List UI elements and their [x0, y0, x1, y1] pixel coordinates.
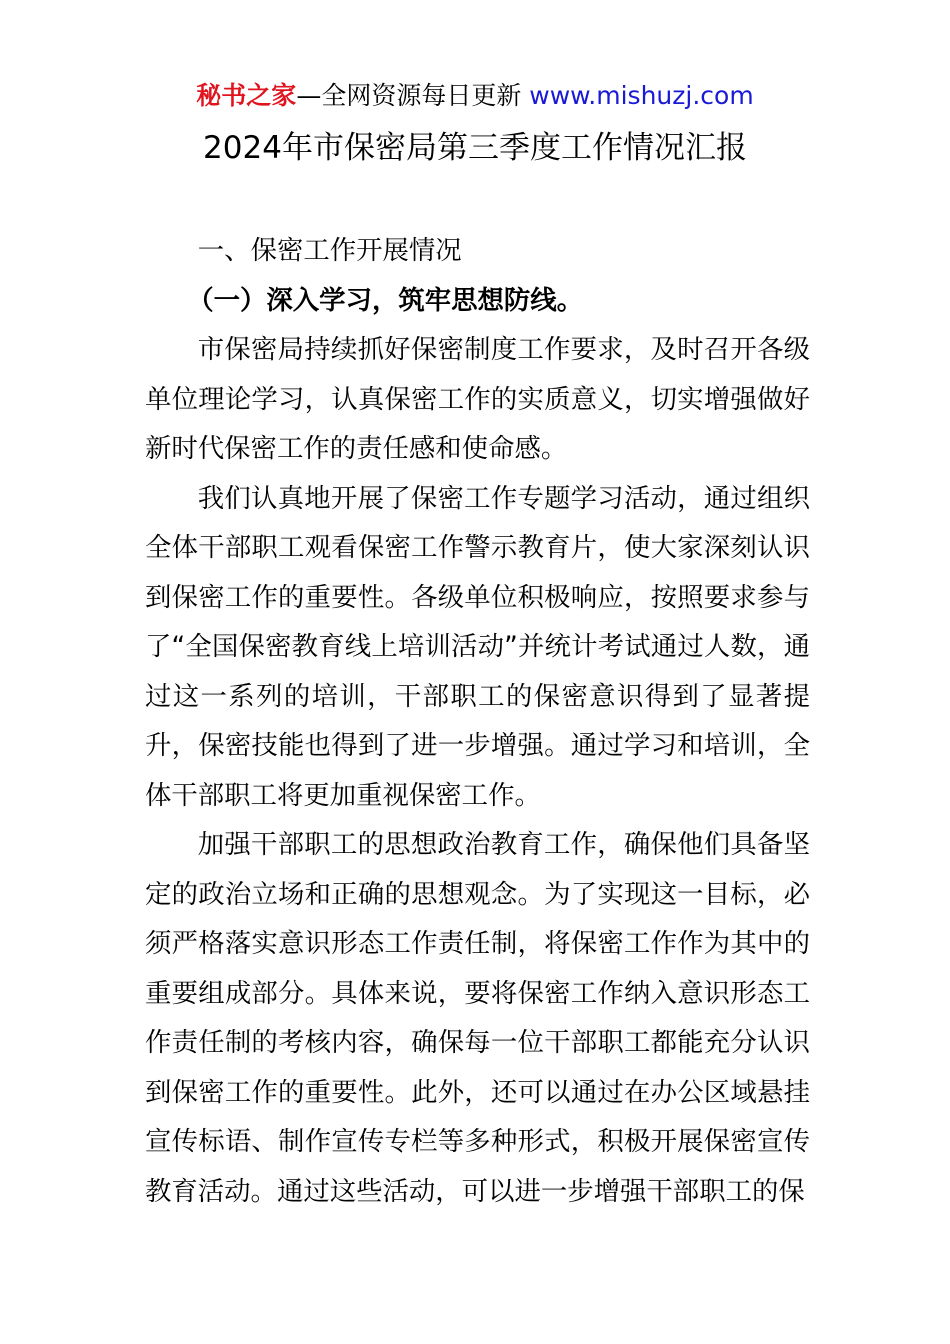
- subsection-heading: （一）深入学习，筑牢思想防线。: [187, 284, 584, 316]
- site-header: [0, 78, 950, 114]
- header-slogan: —全网资源每日更新: [296, 81, 530, 110]
- body-paragraph: 加强干部职工的思想政治教育工作，确保他们具备坚定的政治立场和正确的思想观念。为了实现这一目标，必须严格落实意识形态工作责任制，将保密工作作为其中的重要组成部分。具体来说，要将保密工作纳入意识形态工作责任制的考核内容，确保每一位干部职工都能充分认识到保密工作的重要性。此外，还可以通过在办公区域悬挂宣传标语、制作宣传专栏等多种形式，积极开展保密宣传教育活动。通过这些活动，可以进一步增强干部职工的保: [145, 829, 810, 1207]
- site-url-link[interactable]: www.mishuzj.com: [529, 81, 754, 110]
- document-body: [145, 226, 810, 1216]
- section-heading: 一、保密工作开展情况: [197, 235, 462, 266]
- document-title: 2024年市保密局第三季度工作情况汇报: [203, 130, 747, 166]
- body-paragraph: 市保密局持续抓好保密制度工作要求，及时召开各级单位理论学习，认真保密工作的实质意义，切实增强做好新时代保密工作的责任感和使命感。: [145, 334, 810, 464]
- brand-name: 秘书之家: [196, 81, 297, 110]
- body-paragraph: 我们认真地开展了保密工作专题学习活动，通过组织全体干部职工观看保密工作警示教育片，使大家深刻认识到保密工作的重要性。各级单位积极响应，按照要求参与了“全国保密教育线上培训活动”并统计考试通过人数，通过这一系列的培训，干部职工的保密意识得到了显著提升，保密技能也得到了进一步增强。通过学习和培训，全体干部职工将更加重视保密工作。: [145, 482, 810, 811]
